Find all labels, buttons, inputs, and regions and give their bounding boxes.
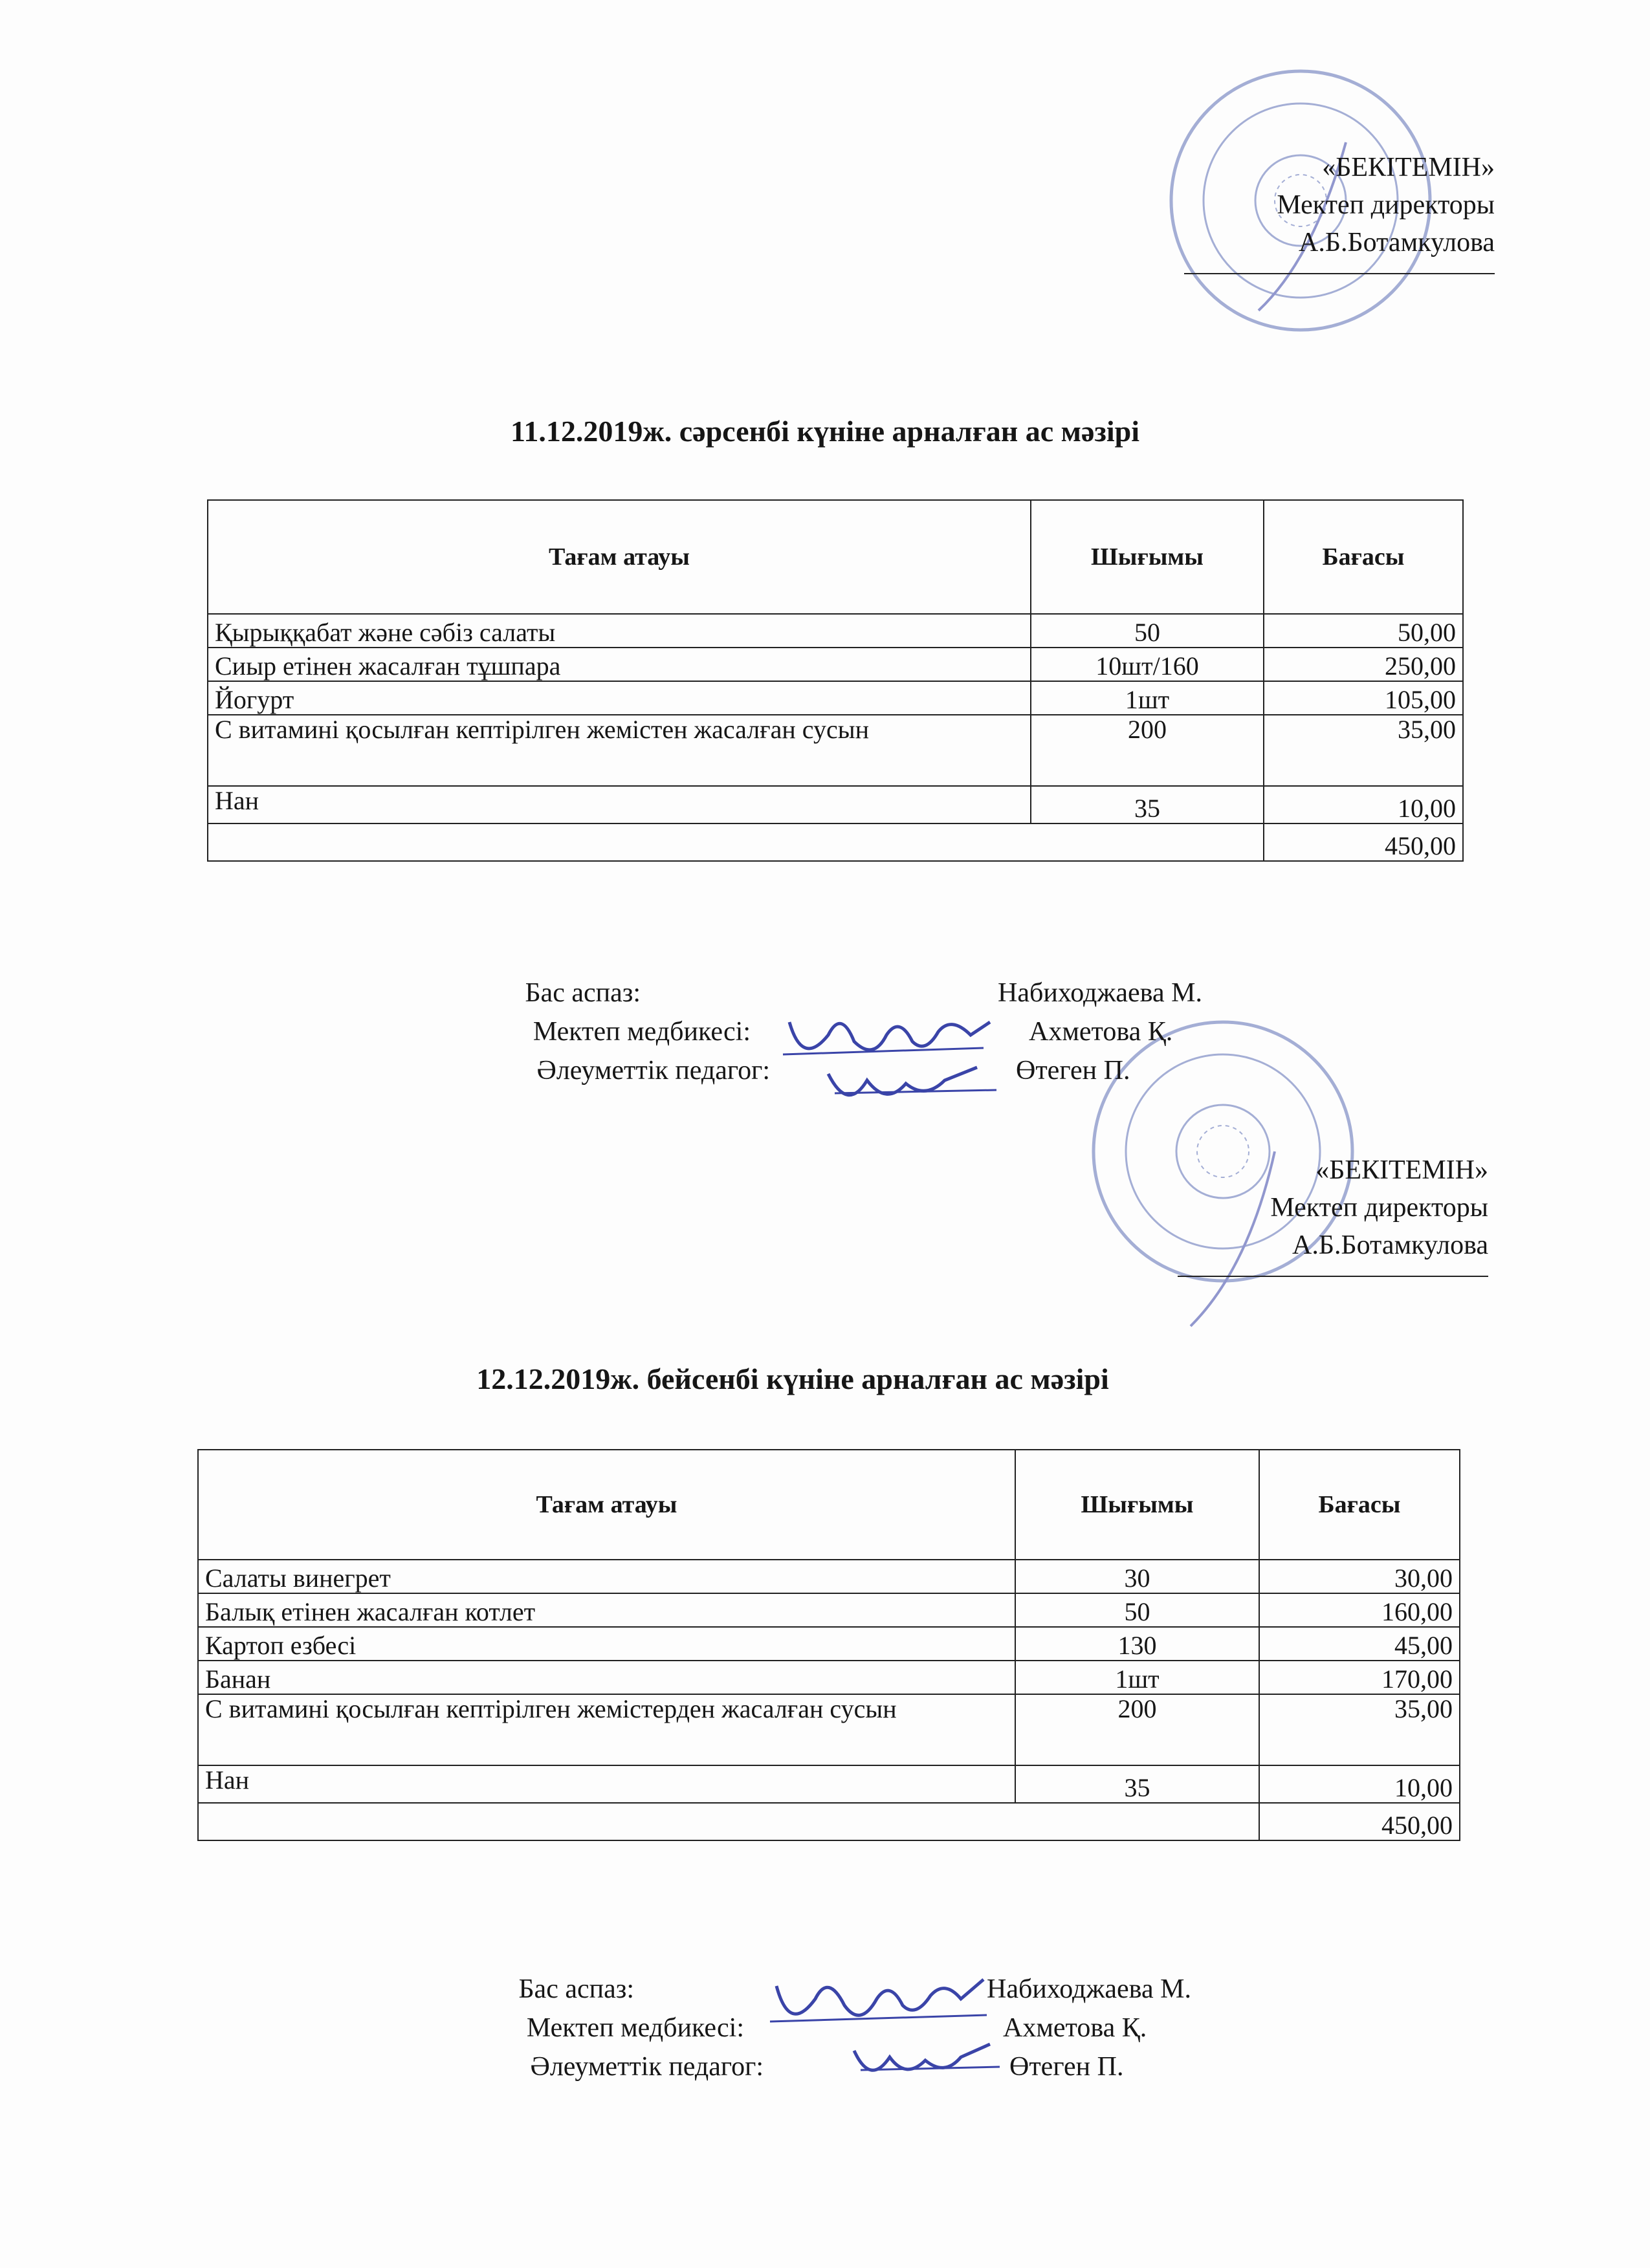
dish-yield: 1шт: [1031, 681, 1264, 715]
signatures-section: [194, 974, 1294, 1090]
header-dish-name: Тағам атауы: [198, 1450, 1015, 1560]
table-row: [198, 1593, 1460, 1627]
signature-role: Әлеуметтік педагог:: [536, 1056, 770, 1085]
dish-yield: 50: [1015, 1593, 1259, 1627]
table-header-row: [198, 1450, 1460, 1560]
table-row: [198, 1627, 1460, 1661]
total-price: 450,00: [1264, 823, 1463, 861]
dish-price: 50,00: [1264, 614, 1463, 648]
total-label-cell: [198, 1803, 1259, 1840]
dish-name: Нан: [208, 786, 1031, 823]
signature-role: Бас аспаз:: [518, 1974, 634, 2004]
table-row: [208, 786, 1463, 823]
dish-yield: 1шт: [1015, 1661, 1259, 1694]
dish-price: 10,00: [1264, 786, 1463, 823]
signature-line-chef: [188, 1970, 1288, 2009]
table-row: [198, 1765, 1460, 1803]
dish-yield: 130: [1015, 1627, 1259, 1661]
signature-name: Ахметова Қ.: [1003, 2013, 1147, 2043]
table-row: [208, 681, 1463, 715]
signature-line-nurse: [188, 2009, 1288, 2047]
signature-name: Өтеген П.: [1009, 2052, 1124, 2082]
approval-title: «БЕКІТЕМІН»: [1322, 153, 1495, 182]
dish-name: С витамині қосылған кептірілген жемістерден жасалған сусын: [198, 1694, 1015, 1765]
approval-block: [1184, 149, 1495, 274]
dish-yield: 35: [1015, 1765, 1259, 1803]
signature-name: Набиходжаева М.: [987, 1974, 1191, 2004]
signature-role: Мектеп медбикесі:: [533, 1017, 751, 1047]
signature-name: Өтеген П.: [1016, 1056, 1130, 1085]
dish-yield: 200: [1015, 1694, 1259, 1765]
dish-price: 35,00: [1259, 1694, 1460, 1765]
dish-price: 30,00: [1259, 1560, 1460, 1593]
dish-name: Йогурт: [208, 681, 1031, 715]
dish-price: 45,00: [1259, 1627, 1460, 1661]
signature-name: Ахметова Қ.: [1029, 1017, 1173, 1047]
approval-name: А.Б.Ботамкулова: [1292, 1230, 1488, 1260]
header-yield: Шығымы: [1031, 500, 1264, 614]
menu-title: 12.12.2019ж. бейсенбі күніне арналған ас мәзірі: [476, 1362, 1109, 1395]
table-row: [208, 648, 1463, 681]
signature-role: Мектеп медбикесі:: [526, 2013, 744, 2043]
dish-yield: 50: [1031, 614, 1264, 648]
total-price: 450,00: [1259, 1803, 1460, 1840]
approval-signature-line: [1178, 1276, 1488, 1277]
signature-line-pedagogue: [188, 2047, 1288, 2086]
signature-role: Әлеуметтік педагог:: [530, 2052, 764, 2082]
dish-name: Картоп езбесі: [198, 1627, 1015, 1661]
signatures-section: [188, 1970, 1288, 2086]
dish-yield: 35: [1031, 786, 1264, 823]
signature-line-nurse: [194, 1012, 1294, 1051]
signature-line-chef: [194, 974, 1294, 1012]
header-dish-name: Тағам атауы: [208, 500, 1031, 614]
table-header-row: [208, 500, 1463, 614]
dish-name: Нан: [198, 1765, 1015, 1803]
dish-price: 250,00: [1264, 648, 1463, 681]
dish-price: 160,00: [1259, 1593, 1460, 1627]
dish-name: Салаты винегрет: [198, 1560, 1015, 1593]
dish-name: Сиыр етінен жасалған тұшпара: [208, 648, 1031, 681]
dish-price: 105,00: [1264, 681, 1463, 715]
approval-title: «БЕКІТЕМІН»: [1315, 1155, 1488, 1185]
dish-price: 35,00: [1264, 715, 1463, 786]
menu-table: [207, 499, 1464, 862]
table-total-row: [198, 1803, 1460, 1840]
header-price: Бағасы: [1259, 1450, 1460, 1560]
dish-name: Банан: [198, 1661, 1015, 1694]
total-label-cell: [208, 823, 1264, 861]
table-total-row: [208, 823, 1463, 861]
menu-table: [197, 1449, 1460, 1841]
dish-yield: 200: [1031, 715, 1264, 786]
dish-price: 10,00: [1259, 1765, 1460, 1803]
menu-title: 11.12.2019ж. сәрсенбі күніне арналған ас мәзірі: [510, 415, 1140, 448]
header-yield: Шығымы: [1015, 1450, 1259, 1560]
approval-position: Мектеп директоры: [1270, 1193, 1488, 1223]
dish-name: Балық етінен жасалған котлет: [198, 1593, 1015, 1627]
table-row: [198, 1661, 1460, 1694]
header-price: Бағасы: [1264, 500, 1463, 614]
dish-name: С витамині қосылған кептірілген жемістен жасалған сусын: [208, 715, 1031, 786]
signature-role: Бас аспаз:: [525, 978, 641, 1008]
approval-name: А.Б.Ботамкулова: [1299, 228, 1495, 257]
table-row: [208, 614, 1463, 648]
dish-yield: 10шт/160: [1031, 648, 1264, 681]
table-row: [198, 1560, 1460, 1593]
signature-line-pedagogue: [194, 1051, 1294, 1090]
table-row: [198, 1694, 1460, 1765]
dish-name: Қырыққабат және сәбіз салаты: [208, 614, 1031, 648]
approval-block: [1178, 1151, 1488, 1277]
dish-price: 170,00: [1259, 1661, 1460, 1694]
approval-position: Мектеп директоры: [1277, 190, 1495, 220]
table-row: [208, 715, 1463, 786]
signature-name: Набиходжаева М.: [998, 978, 1202, 1008]
dish-yield: 30: [1015, 1560, 1259, 1593]
approval-signature-line: [1184, 273, 1495, 274]
